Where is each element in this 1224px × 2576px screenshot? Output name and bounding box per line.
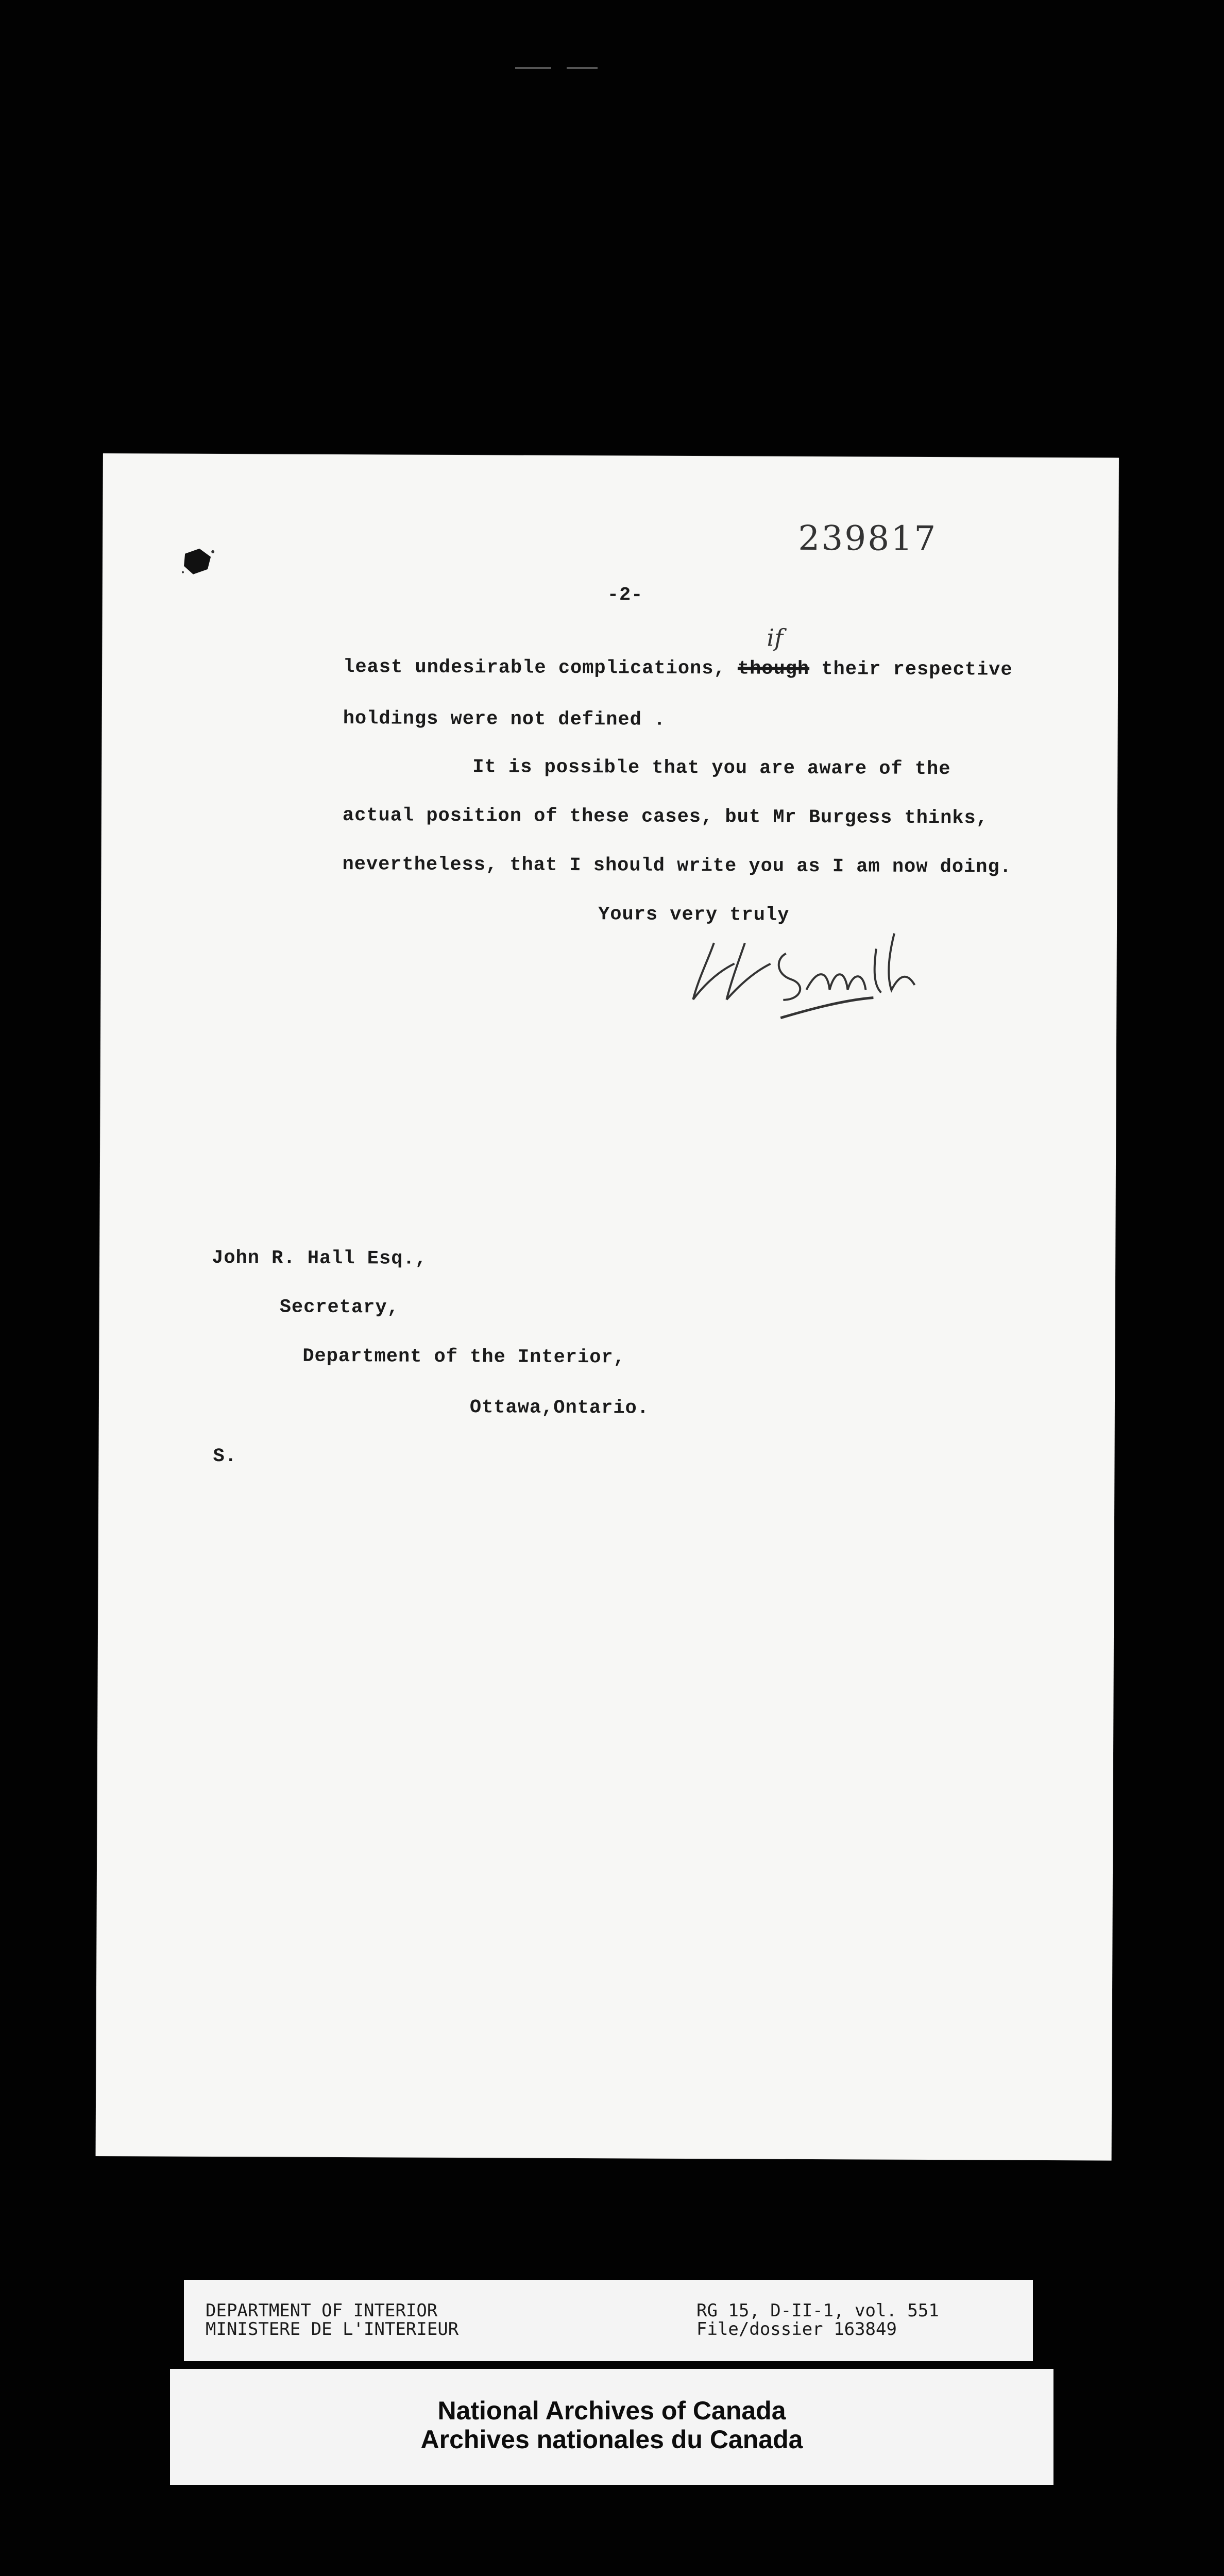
addressee-name: John R. Hall Esq., <box>212 1247 427 1270</box>
body-line <box>343 656 1013 681</box>
handwritten-insertion: if <box>767 623 784 652</box>
body-line: nevertheless, that I should write you as I am now doing. <box>342 854 1012 878</box>
letter-page <box>96 453 1119 2161</box>
typist-initials: S. <box>213 1445 237 1468</box>
archive-name-en: National Archives of Canada <box>437 2396 786 2425</box>
body-line: actual position of these cases, but Mr Burgess thinks, <box>342 805 989 829</box>
body-line: holdings were not defined . <box>343 708 666 731</box>
archive-name-fr: Archives nationales du Canada <box>420 2425 803 2454</box>
closing-salutation: Yours very truly <box>598 904 790 926</box>
body-line-text: their respective <box>821 658 1013 681</box>
archive-reference-label <box>184 2280 1033 2361</box>
page-number: -2- <box>607 584 643 606</box>
handwritten-signature <box>677 922 946 1026</box>
film-mark <box>567 67 598 69</box>
department-name-en: DEPARTMENT OF INTERIOR <box>206 2300 438 2321</box>
addressee-department: Department of the Interior, <box>302 1345 625 1369</box>
record-group-reference: RG 15, D-II-1, vol. 551 <box>696 2300 939 2321</box>
film-mark <box>515 67 551 69</box>
file-stamp-number: 239817 <box>798 518 938 559</box>
archive-credit-box <box>170 2369 1053 2485</box>
addressee-location: Ottawa,Ontario. <box>469 1397 650 1419</box>
file-number: File/dossier 163849 <box>696 2319 897 2340</box>
ink-blot <box>180 547 216 578</box>
body-line-text: least undesirable complications, <box>343 656 726 680</box>
department-name-fr: MINISTERE DE L'INTERIEUR <box>206 2319 459 2340</box>
addressee-title: Secretary, <box>279 1296 399 1319</box>
struck-word: though <box>737 658 810 680</box>
body-line: It is possible that you are aware of the <box>472 756 951 781</box>
